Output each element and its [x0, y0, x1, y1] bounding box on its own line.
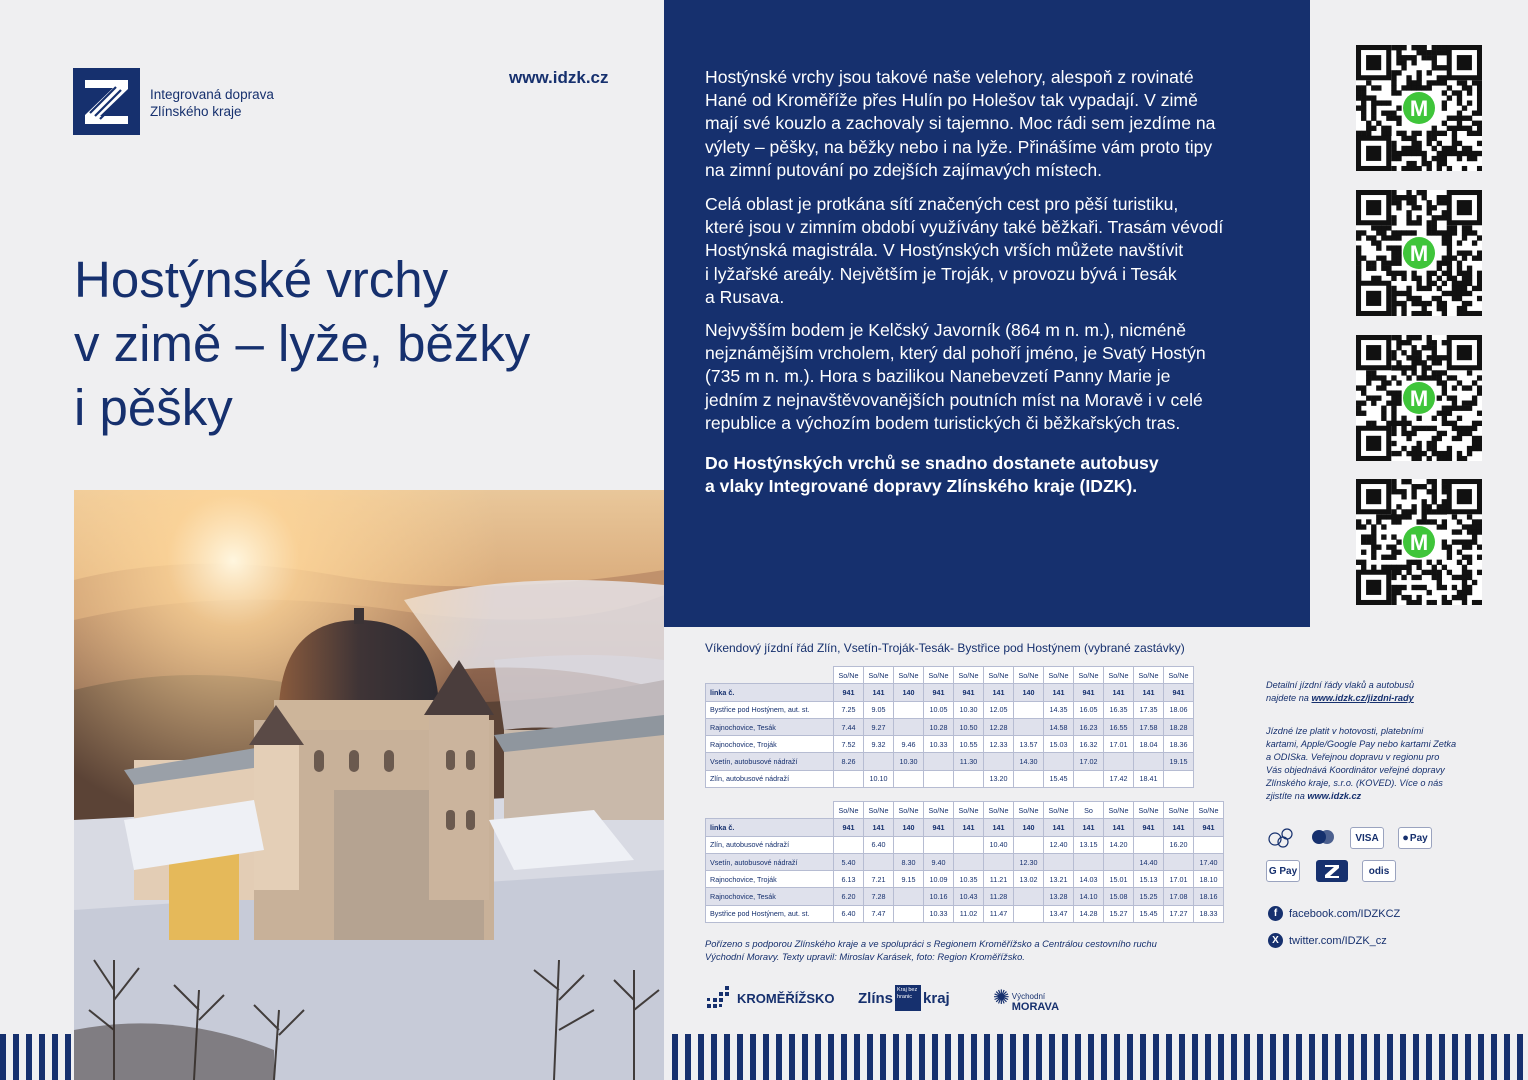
- text-line: Jízdné lze platit v hotovosti, platebními: [1266, 726, 1424, 736]
- departure-time: 17.01: [1104, 736, 1134, 753]
- intro-paragraph: [705, 66, 1275, 182]
- departure-time: 10.40: [984, 836, 1014, 853]
- departure-time: 13.57: [1014, 736, 1044, 753]
- visa-icon: VISA: [1350, 827, 1384, 849]
- departure-time: 17.58: [1134, 718, 1164, 735]
- text-line: které jsou v zimním období využívány také běžkaři. Trasám vévodí: [705, 217, 1224, 238]
- qr-badge-label: M: [1409, 96, 1429, 121]
- departure-time: [864, 753, 894, 770]
- departure-time: [954, 770, 984, 787]
- departure-time: 11.21: [984, 871, 1014, 888]
- departure-time: 17.01: [1164, 871, 1194, 888]
- departure-time: 17.08: [1164, 888, 1194, 905]
- line-number: 941: [1074, 684, 1104, 701]
- departure-time: [894, 770, 924, 787]
- departure-time: 12.05: [984, 701, 1014, 718]
- kraj-text: kraj: [923, 989, 950, 1007]
- line-number: 141: [984, 684, 1014, 701]
- line-number: 141: [1104, 819, 1134, 836]
- departure-time: 15.25: [1134, 888, 1164, 905]
- line-number: 141: [1044, 819, 1074, 836]
- kraj-bez-hranic-badge: Kraj bez hranic: [895, 985, 921, 1011]
- qr-code-icon[interactable]: [1356, 190, 1482, 316]
- table-row: [706, 701, 1194, 718]
- line-number: 941: [834, 684, 864, 701]
- title-line: v zimě – lyže, běžky: [74, 315, 531, 372]
- departure-time: 8.26: [834, 753, 864, 770]
- departure-time: 16.55: [1104, 718, 1134, 735]
- day-header: So/Ne: [834, 667, 864, 684]
- text-line: a vlaky Integrované dopravy Zlínského kraje (IDZK).: [705, 476, 1138, 497]
- departure-time: [954, 853, 984, 870]
- text-line: i lyžařské areály. Největším je Troják, v provozu bývá i Tesák: [705, 263, 1177, 284]
- text-line: kartami, Apple/Google Pay nebo kartami Zetka: [1266, 739, 1457, 749]
- sun-star-icon: ✺: [993, 987, 1010, 1009]
- departure-time: 13.15: [1074, 836, 1104, 853]
- departure-time: 7.44: [834, 718, 864, 735]
- twitter-url: twitter.com/IDZK_cz: [1289, 934, 1387, 947]
- qr-code-icon[interactable]: [1356, 479, 1482, 605]
- departure-time: 17.42: [1104, 770, 1134, 787]
- departure-time: 7.25: [834, 701, 864, 718]
- day-header: So/Ne: [1194, 802, 1224, 819]
- text-line: Hané od Kroměříže přes Hulín po Holešov tak vypadají. V zimě: [705, 90, 1198, 111]
- departure-time: 12.33: [984, 736, 1014, 753]
- timetable-title: Víkendový jízdní řád Zlín, Vsetín-Troják-Tesák- Bystřice pod Hostýnem (vybrané zastávky): [705, 641, 1185, 655]
- timetable-link[interactable]: www.idzk.cz/jizdni-rady: [1311, 693, 1414, 703]
- line-number: 141: [864, 819, 894, 836]
- departure-time: 10.09: [924, 871, 954, 888]
- departure-time: 10.30: [894, 753, 924, 770]
- day-header: So/Ne: [1134, 802, 1164, 819]
- line-number: 141: [954, 819, 984, 836]
- idzk-logo: [73, 68, 140, 135]
- departure-time: 18.04: [1134, 736, 1164, 753]
- departure-time: 17.35: [1134, 701, 1164, 718]
- line-number: 141: [864, 684, 894, 701]
- day-header: So/Ne: [894, 667, 924, 684]
- stop-name: Rajnochovice, Tesák: [706, 888, 834, 905]
- departure-time: [1014, 770, 1044, 787]
- departure-time: [1104, 753, 1134, 770]
- departure-time: 18.36: [1164, 736, 1194, 753]
- departure-time: 18.28: [1164, 718, 1194, 735]
- departure-time: 7.52: [834, 736, 864, 753]
- table-row: [706, 888, 1224, 905]
- line-number: 941: [1164, 684, 1194, 701]
- departure-time: 17.27: [1164, 905, 1194, 922]
- table-row: [706, 667, 1194, 684]
- departure-time: 14.40: [1134, 853, 1164, 870]
- kromerizsko-logo: [705, 982, 835, 1014]
- departure-time: 13.21: [1044, 871, 1074, 888]
- kromerizsko-mark-icon: [705, 984, 735, 1012]
- text-line: na zimní putování po zdejších zajímavých místech.: [705, 159, 1103, 180]
- departure-time: 10.43: [954, 888, 984, 905]
- qr-badge-label: M: [1409, 530, 1429, 555]
- text-line: republice a výchozím bodem turistických či běžkařských tras.: [705, 412, 1181, 433]
- facebook-url: facebook.com/IDZKCZ: [1289, 907, 1401, 920]
- departure-time: 6.40: [864, 836, 894, 853]
- departure-time: 18.41: [1134, 770, 1164, 787]
- departure-time: [1074, 770, 1104, 787]
- line-number: 140: [1014, 819, 1044, 836]
- departure-time: 10.30: [954, 701, 984, 718]
- departure-time: 16.05: [1074, 701, 1104, 718]
- line-number: 941: [1134, 819, 1164, 836]
- departure-time: 14.58: [1044, 718, 1074, 735]
- departure-time: [1014, 888, 1044, 905]
- z-logo-icon: [73, 68, 140, 135]
- line-number: 140: [894, 684, 924, 701]
- line-number: 141: [984, 819, 1014, 836]
- apple-pay-icon: [1398, 827, 1432, 849]
- departure-time: [984, 753, 1014, 770]
- text-line: a ODISka. Veřejnou dopravu v regionu pro: [1266, 752, 1440, 762]
- departure-time: 12.28: [984, 718, 1014, 735]
- departure-time: [1014, 701, 1044, 718]
- departure-time: [924, 770, 954, 787]
- line-number: 141: [1134, 684, 1164, 701]
- departure-time: 14.03: [1074, 871, 1104, 888]
- line-number: 141: [1074, 819, 1104, 836]
- departure-time: 13.28: [1044, 888, 1074, 905]
- departure-time: 13.02: [1014, 871, 1044, 888]
- departure-time: 10.50: [954, 718, 984, 735]
- departure-time: [1164, 853, 1194, 870]
- zlinsky-kraj-logo: [858, 982, 950, 1014]
- morava-text: MORAVA: [1011, 1001, 1060, 1013]
- vychodni-morava-text: [1012, 984, 1059, 1012]
- odiska-card-icon: odis: [1362, 860, 1396, 882]
- table-row: [706, 802, 1224, 819]
- departure-time: 10.05: [924, 701, 954, 718]
- departure-time: [924, 836, 954, 853]
- vychodni-morava-logo: [993, 982, 1059, 1014]
- qr-code-icon[interactable]: [1356, 45, 1482, 171]
- departure-time: [894, 888, 924, 905]
- departure-time: 14.28: [1074, 905, 1104, 922]
- text-line: Východní Moravy. Texty upravil: Miroslav Karásek, foto: Region Kroměřížsko.: [705, 951, 1025, 962]
- header-corner: [706, 802, 834, 819]
- departure-time: 18.10: [1194, 871, 1224, 888]
- text-line: Nejvyšším bodem je Kelčský Javorník (864 m n. m.), nicméně: [705, 320, 1187, 340]
- facebook-icon: f: [1268, 906, 1283, 921]
- title-line: Hostýnské vrchy: [74, 251, 449, 308]
- text-line: nejznámějším vrcholem, který dal pohoří jméno, je Svatý Hostýn: [705, 343, 1206, 364]
- brand-name: [150, 86, 274, 120]
- line-number: 141: [1164, 819, 1194, 836]
- text-line: Celá oblast je protkána sítí značených cest pro pěší turistiku,: [705, 194, 1179, 214]
- line-number: 141: [1044, 684, 1074, 701]
- departure-time: 10.16: [924, 888, 954, 905]
- vychodni-text: Východní: [1011, 992, 1046, 1001]
- basilica-winter-photo: [74, 490, 664, 1080]
- day-header: So/Ne: [834, 802, 864, 819]
- departure-time: 9.27: [864, 718, 894, 735]
- stop-name: Bystřice pod Hostýnem, aut. st.: [706, 701, 834, 718]
- text-line: výlety – pěšky, na běžky nebo i na lyže. Přinášíme vám proto tipy: [705, 136, 1213, 157]
- departure-time: 6.40: [834, 905, 864, 922]
- text-line: Do Hostýnských vrchů se snadno dostanete autobusy: [705, 453, 1159, 473]
- day-header: So/Ne: [1014, 802, 1044, 819]
- day-header: So/Ne: [1134, 667, 1164, 684]
- line-number: 941: [924, 684, 954, 701]
- line-number: 941: [924, 819, 954, 836]
- departure-time: 10.33: [924, 905, 954, 922]
- facebook-link[interactable]: [1268, 906, 1400, 921]
- departure-time: 14.35: [1044, 701, 1074, 718]
- fares-info: [1266, 725, 1456, 803]
- text-line: mají své kouzlo a zachovaly si tajemno. Moc rádi sem jezdíme na: [705, 113, 1216, 134]
- zlinsky-text: Zlíns: [858, 989, 894, 1007]
- text-line: Pořízeno s podporou Zlínského kraje a ve spolupráci s Regionem Kroměřížsko a Centrálou cestovního ruchu: [705, 938, 1157, 949]
- text-line: a Rusava.: [705, 286, 785, 307]
- departure-time: [954, 836, 984, 853]
- line-number: 140: [1014, 684, 1044, 701]
- day-header: So/Ne: [984, 802, 1014, 819]
- departure-time: 16.32: [1074, 736, 1104, 753]
- departure-time: 11.02: [954, 905, 984, 922]
- departure-time: [1014, 718, 1044, 735]
- stop-name: Rajnochovice, Tesák: [706, 718, 834, 735]
- departure-time: [1044, 753, 1074, 770]
- day-header: So/Ne: [984, 667, 1014, 684]
- day-header: So/Ne: [864, 802, 894, 819]
- day-header: So/Ne: [1164, 802, 1194, 819]
- departure-time: 19.15: [1164, 753, 1194, 770]
- coins-icon: [1266, 827, 1296, 849]
- day-header: So/Ne: [924, 802, 954, 819]
- departure-time: [1134, 753, 1164, 770]
- day-header: So/Ne: [1074, 667, 1104, 684]
- google-pay-icon: G Pay: [1266, 860, 1300, 882]
- text-line: Detailní jízdní řády vlaků a autobusů: [1266, 680, 1415, 690]
- stop-name: Zlín, autobusové nádraží: [706, 770, 834, 787]
- day-header: So/Ne: [954, 802, 984, 819]
- day-header: So: [1074, 802, 1104, 819]
- zetka-card-icon: [1316, 860, 1348, 882]
- departure-time: 18.06: [1164, 701, 1194, 718]
- departure-time: 15.08: [1104, 888, 1134, 905]
- website-link[interactable]: www.idzk.cz: [509, 68, 609, 87]
- departure-time: 14.30: [1014, 753, 1044, 770]
- departure-time: 15.03: [1044, 736, 1074, 753]
- departure-time: 16.20: [1164, 836, 1194, 853]
- table-row: [706, 736, 1194, 753]
- departure-time: 5.40: [834, 853, 864, 870]
- stop-name: Rajnochovice, Troják: [706, 871, 834, 888]
- stop-name: Vsetín, autobusové nádraží: [706, 853, 834, 870]
- text-line: Zlínského kraje, s.r.o. (KOVED). Více o nás: [1266, 778, 1443, 788]
- departure-time: 12.30: [1014, 853, 1044, 870]
- text-line: Vás objednává Koordinátor veřejné dopravy: [1266, 765, 1445, 775]
- departure-time: [1134, 836, 1164, 853]
- departure-time: 16.35: [1104, 701, 1134, 718]
- departure-time: 11.28: [984, 888, 1014, 905]
- departure-time: 10.10: [864, 770, 894, 787]
- stop-name: Rajnochovice, Troják: [706, 736, 834, 753]
- table-row: [706, 753, 1194, 770]
- text-line: Hostýnské vrchy jsou takové naše velehory, alespoň z rovinaté: [705, 67, 1194, 87]
- departure-time: 18.16: [1194, 888, 1224, 905]
- departure-time: 7.21: [864, 871, 894, 888]
- departure-time: 13.20: [984, 770, 1014, 787]
- departure-time: 7.47: [864, 905, 894, 922]
- departure-time: 10.28: [924, 718, 954, 735]
- apple-logo-icon: ●: [1402, 832, 1409, 844]
- line-number: 941: [834, 819, 864, 836]
- qr-code-icon[interactable]: [1356, 335, 1482, 461]
- departure-time: 17.40: [1194, 853, 1224, 870]
- stop-name: Bystřice pod Hostýnem, aut. st.: [706, 905, 834, 922]
- departure-time: 18.33: [1194, 905, 1224, 922]
- departure-time: 10.33: [924, 736, 954, 753]
- line-number: 941: [1194, 819, 1224, 836]
- day-header: So/Ne: [954, 667, 984, 684]
- day-header: So/Ne: [1104, 667, 1134, 684]
- qr-badge-label: M: [1409, 386, 1429, 411]
- table-row: [706, 684, 1194, 701]
- line-number: 140: [894, 819, 924, 836]
- departure-time: [1164, 770, 1194, 787]
- day-header: So/Ne: [1044, 802, 1074, 819]
- table-row: [706, 770, 1194, 787]
- line-label: linka č.: [706, 684, 834, 701]
- line-label: linka č.: [706, 819, 834, 836]
- departure-time: [1194, 836, 1224, 853]
- departure-time: 6.20: [834, 888, 864, 905]
- departure-time: 11.30: [954, 753, 984, 770]
- idzk-link[interactable]: www.idzk.cz: [1307, 791, 1362, 801]
- qr-badge-label: M: [1409, 241, 1429, 266]
- table-row: [706, 718, 1194, 735]
- departure-time: 17.02: [1074, 753, 1104, 770]
- stop-name: Zlín, autobusové nádraží: [706, 836, 834, 853]
- table-row: [706, 836, 1224, 853]
- departure-time: [894, 701, 924, 718]
- table-row: [706, 853, 1224, 870]
- departure-time: [984, 853, 1014, 870]
- departure-time: 9.32: [864, 736, 894, 753]
- twitter-x-icon: X: [1268, 933, 1283, 948]
- departure-time: 15.01: [1104, 871, 1134, 888]
- departure-time: [834, 770, 864, 787]
- day-header: So/Ne: [1014, 667, 1044, 684]
- departure-time: 8.30: [894, 853, 924, 870]
- intro-paragraph: [705, 319, 1275, 435]
- departure-time: [894, 718, 924, 735]
- day-header: So/Ne: [894, 802, 924, 819]
- credits-footnote: [705, 937, 1157, 963]
- departure-time: 10.35: [954, 871, 984, 888]
- departure-time: 12.40: [1044, 836, 1074, 853]
- table-row: [706, 819, 1224, 836]
- departure-time: 14.10: [1074, 888, 1104, 905]
- kromerizsko-text: KROMĚŘÍŽSKO: [737, 990, 835, 1006]
- intro-paragraph: [705, 193, 1275, 309]
- page-title: [74, 248, 530, 440]
- stop-name: Vsetín, autobusové nádraží: [706, 753, 834, 770]
- line-number: 141: [1104, 684, 1134, 701]
- departure-time: 9.46: [894, 736, 924, 753]
- departure-time: 15.13: [1134, 871, 1164, 888]
- departure-time: 13.47: [1044, 905, 1074, 922]
- apple-pay-label: Pay: [1409, 832, 1428, 844]
- departure-time: 9.05: [864, 701, 894, 718]
- departure-time: 9.40: [924, 853, 954, 870]
- line-number: 941: [954, 684, 984, 701]
- departure-time: 15.45: [1134, 905, 1164, 922]
- timetable-info: [1266, 679, 1414, 705]
- mastercard-icon: [1308, 827, 1338, 849]
- departure-time: [1104, 853, 1134, 870]
- text-line: Hostýnská magistrála. V Hostýnských vrších můžete navštívit: [705, 240, 1184, 261]
- table-row: [706, 905, 1224, 922]
- text-line: [1266, 790, 1456, 803]
- departure-time: [1014, 836, 1044, 853]
- text-line: [1266, 692, 1414, 705]
- departure-time: 16.23: [1074, 718, 1104, 735]
- departure-time: 10.55: [954, 736, 984, 753]
- day-header: So/Ne: [1104, 802, 1134, 819]
- departure-time: 6.13: [834, 871, 864, 888]
- text-line: jedním z nejnavštěvovanějších poutních míst na Moravě i v celé: [705, 389, 1203, 410]
- day-header: So/Ne: [1164, 667, 1194, 684]
- departure-time: [1014, 905, 1044, 922]
- day-header: So/Ne: [924, 667, 954, 684]
- day-header: So/Ne: [864, 667, 894, 684]
- header-corner: [706, 667, 834, 684]
- text-fragment: zjistíte na: [1266, 791, 1305, 801]
- departure-time: [1074, 853, 1104, 870]
- departure-time: [924, 753, 954, 770]
- departure-time: [1044, 853, 1074, 870]
- departure-time: [864, 853, 894, 870]
- day-header: So/Ne: [1044, 667, 1074, 684]
- decorative-stripes: [0, 1034, 1528, 1080]
- timetable-weekend-from-zlin: [705, 801, 1224, 923]
- text-fragment: najdete na: [1266, 693, 1309, 703]
- departure-time: 15.45: [1044, 770, 1074, 787]
- departure-time: [894, 905, 924, 922]
- twitter-link[interactable]: [1268, 933, 1387, 948]
- intro-callout: [705, 452, 1275, 498]
- departure-time: 11.47: [984, 905, 1014, 922]
- departure-time: [894, 836, 924, 853]
- departure-time: [834, 836, 864, 853]
- title-line: i pěšky: [74, 379, 233, 436]
- brand-name-line1: Integrovaná doprava: [150, 87, 274, 102]
- timetable-weekend-to-zlin: [705, 666, 1194, 788]
- text-line: (735 m n. m.). Hora s bazilikou Nanebevzetí Panny Marie je: [705, 366, 1171, 387]
- table-row: [706, 871, 1224, 888]
- departure-time: 14.20: [1104, 836, 1134, 853]
- brand-name-line2: Zlínského kraje: [150, 104, 242, 119]
- departure-time: 15.27: [1104, 905, 1134, 922]
- departure-time: 9.15: [894, 871, 924, 888]
- departure-time: 7.28: [864, 888, 894, 905]
